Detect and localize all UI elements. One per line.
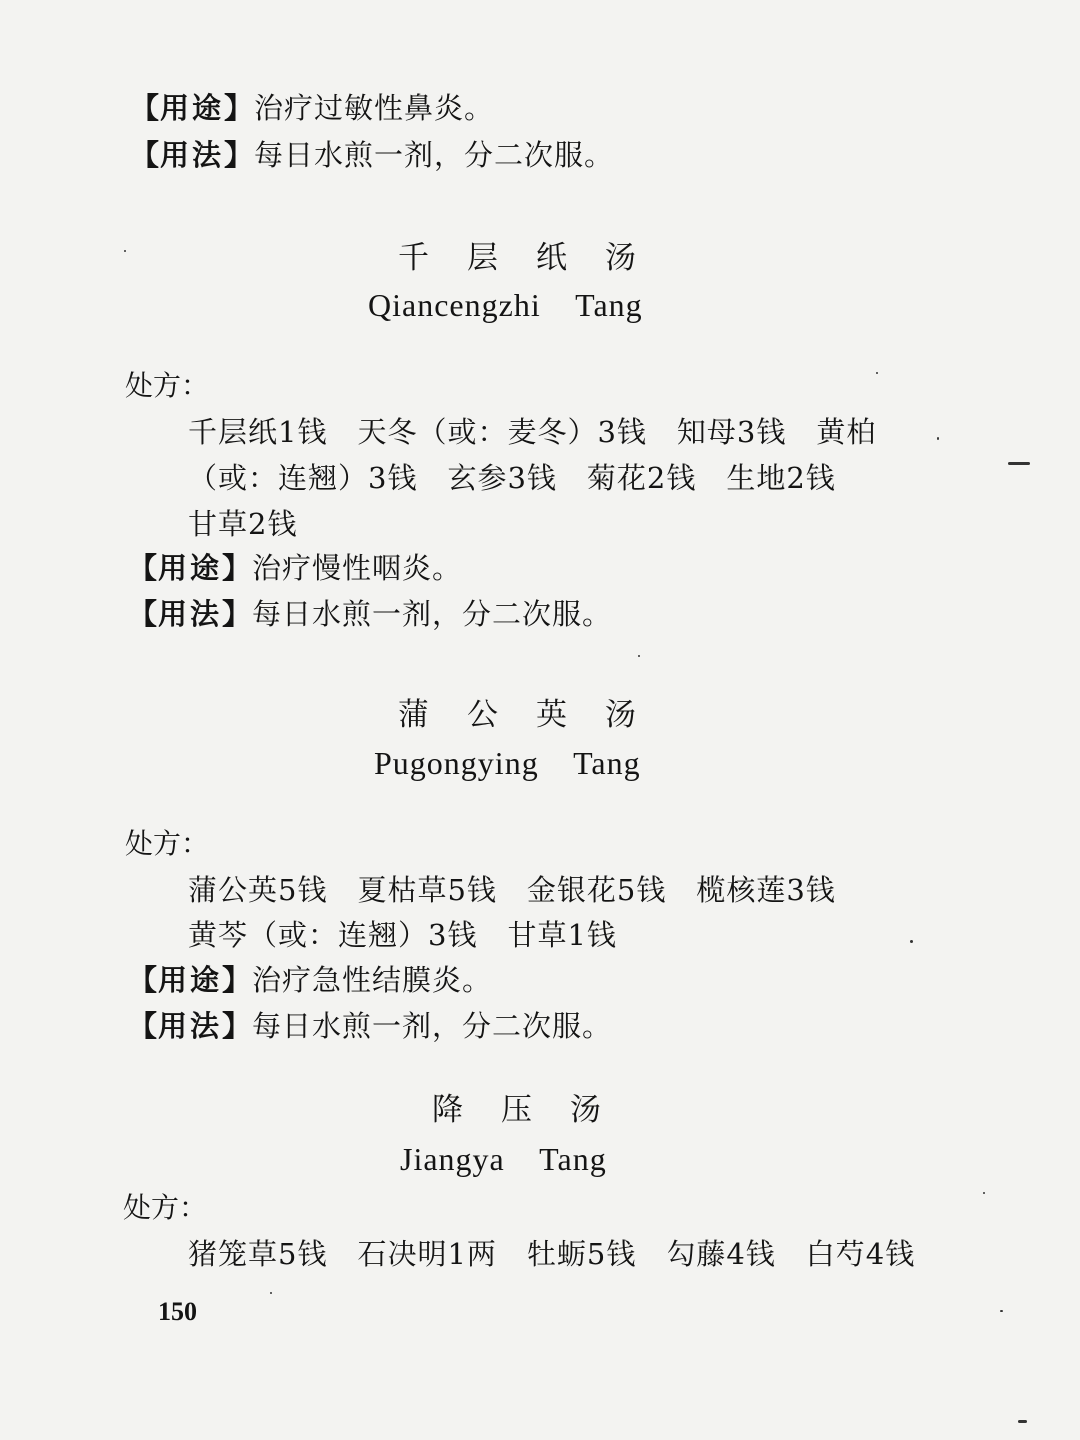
scan-mark [1008, 462, 1030, 465]
scan-speck [983, 1192, 985, 1194]
method-label: 用法 [158, 1009, 223, 1043]
method-text: 每日水煎一剂，分二次服。 [254, 138, 615, 172]
prescription-line: 千层纸1钱 天冬（或：麦冬）3钱 知母3钱 黄柏 [188, 415, 877, 449]
recipe-title-chinese: 降压汤 [432, 1092, 639, 1128]
method-label: 用法 [158, 597, 223, 631]
scan-speck [1000, 1310, 1003, 1312]
recipe-title-pinyin: Pugongying Tang [374, 745, 641, 781]
page-number: 150 [158, 1297, 197, 1326]
usage-line-top: 【用途】治疗过敏性鼻炎。 [130, 91, 495, 125]
scan-speck [937, 437, 939, 440]
usage-label: 用途 [160, 91, 225, 125]
method-text: 每日水煎一剂，分二次服。 [252, 1009, 613, 1043]
usage-line: 【用途】治疗急性结膜炎。 [128, 963, 493, 997]
prescription-heading: 处方： [125, 827, 210, 860]
recipe-title-pinyin: Jiangya Tang [400, 1141, 607, 1177]
scan-mark [1018, 1420, 1027, 1423]
usage-label: 用途 [158, 551, 223, 585]
method-line: 【用法】每日水煎一剂，分二次服。 [128, 1009, 613, 1043]
recipe-title-chinese: 蒲公英汤 [398, 697, 674, 733]
recipe-title-pinyin: Qiancengzhi Tang [368, 287, 643, 323]
prescription-heading: 处方： [125, 369, 210, 402]
usage-text: 治疗过敏性鼻炎。 [254, 91, 495, 125]
scan-speck [124, 250, 126, 252]
prescription-heading: 处方： [123, 1191, 208, 1224]
usage-label: 用途 [158, 963, 223, 997]
usage-text: 治疗慢性咽炎。 [252, 551, 463, 585]
scan-speck [638, 655, 640, 657]
method-label: 用法 [160, 138, 225, 172]
method-line-top: 【用法】每日水煎一剂，分二次服。 [130, 138, 615, 172]
scan-speck [270, 1292, 272, 1294]
usage-text: 治疗急性结膜炎。 [252, 963, 493, 997]
scan-speck [876, 372, 878, 374]
prescription-line: 甘草2钱 [188, 507, 298, 541]
method-text: 每日水煎一剂，分二次服。 [252, 597, 613, 631]
usage-line: 【用途】治疗慢性咽炎。 [128, 551, 463, 585]
prescription-line: （或：连翘）3钱 玄参3钱 菊花2钱 生地2钱 [188, 461, 836, 495]
prescription-line: 黄芩（或：连翘）3钱 甘草1钱 [188, 918, 617, 952]
method-line: 【用法】每日水煎一剂，分二次服。 [128, 597, 613, 631]
prescription-line: 猪笼草5钱 石决明1两 牡蛎5钱 勾藤4钱 白芍4钱 [188, 1237, 916, 1271]
scan-speck [910, 940, 913, 943]
recipe-title-chinese: 千层纸汤 [398, 240, 674, 276]
prescription-line: 蒲公英5钱 夏枯草5钱 金银花5钱 榄核莲3钱 [188, 873, 836, 907]
